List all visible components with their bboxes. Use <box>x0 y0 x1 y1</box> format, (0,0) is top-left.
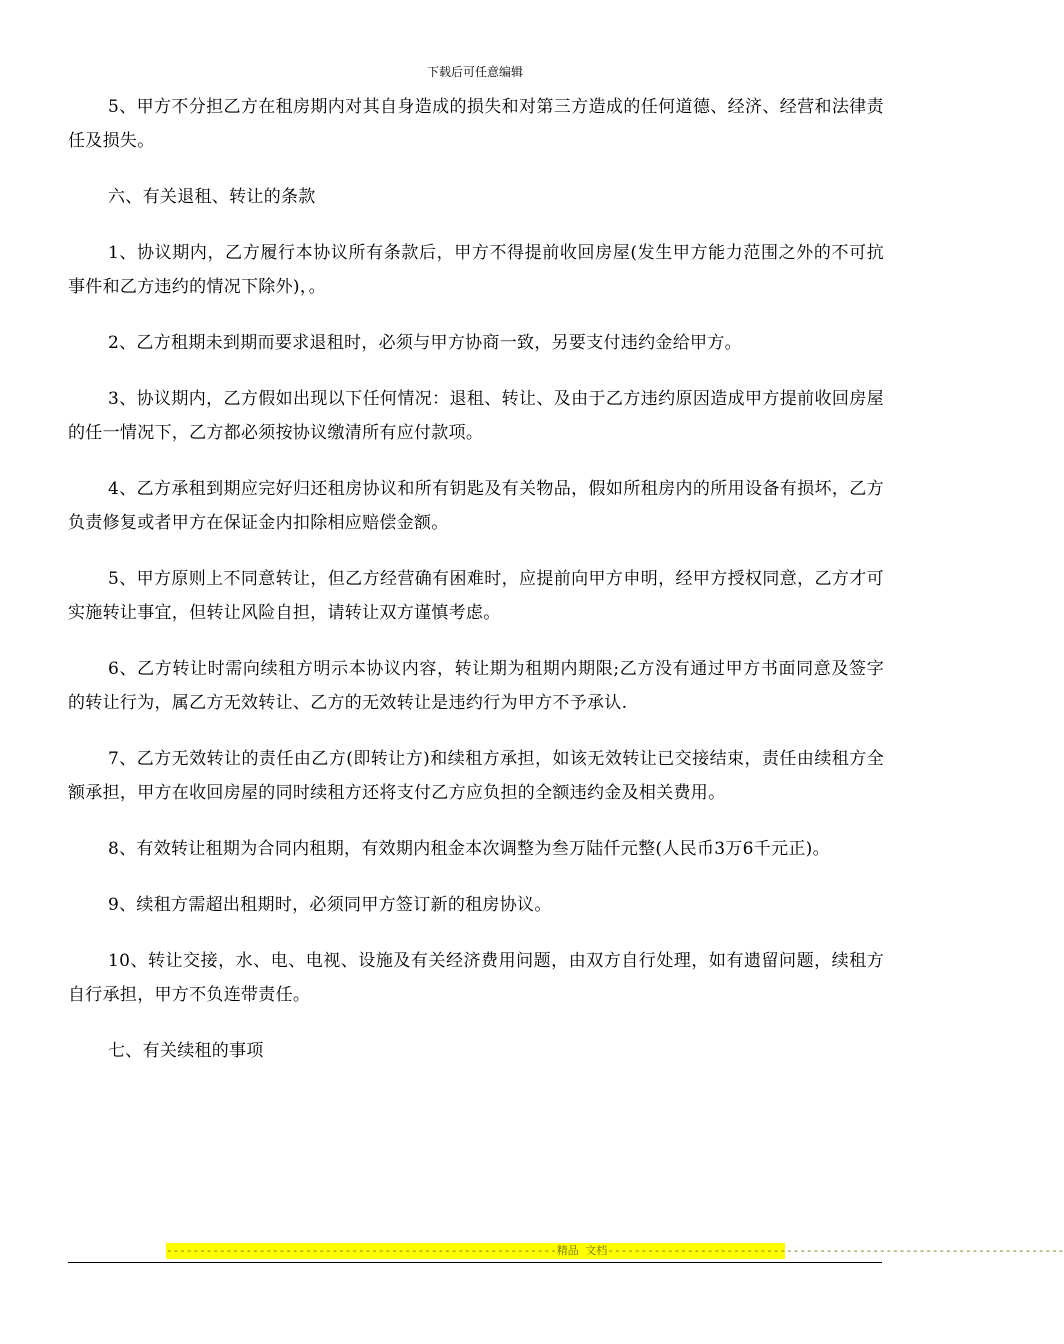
paragraph-clause-6-9: 9、续租方需超出租期时，必须同甲方签订新的租房协议。 <box>108 895 552 915</box>
paragraph-clause-6-10: 10、转让交接，水、电、电视、设施及有关经济费用问题，由双方自行处理，如有遗留问题，续租方自行承担，甲方不负连带责任。 <box>68 951 884 1005</box>
footer-banner: -----------------------------------------------------------精品 文档--------------------------------------------------------------------- <box>166 1244 1064 1257</box>
paragraph-clause-6-5: 5、甲方原则上不同意转让，但乙方经营确有困难时，应提前向甲方申明，经甲方授权同意，乙方才可实施转让事宜，但转让风险自担，请转让双方谨慎考虑。 <box>68 569 884 623</box>
footer-divider <box>68 1262 882 1263</box>
section-heading-6: 六、有关退租、转让的条款 <box>108 187 316 207</box>
paragraph-clause-5-liability: 5、甲方不分担乙方在租房期内对其自身造成的损失和对第三方造成的任何道德、经济、经营和法律责任及损失。 <box>68 97 884 151</box>
paragraph-clause-6-6: 6、乙方转让时需向续租方明示本协议内容，转让期为租期内期限;乙方没有通过甲方书面同意及签字的转让行为，属乙方无效转让、乙方的无效转让是违约行为甲方不予承认. <box>68 659 884 713</box>
paragraph-clause-6-1: 1、协议期内，乙方履行本协议所有条款后，甲方不得提前收回房屋(发生甲方能力范围之外的不可抗事件和乙方违约的情况下除外)，。 <box>68 243 884 297</box>
page-header-note: 下载后可任意编辑 <box>426 65 523 79</box>
section-heading-7: 七、有关续租的事项 <box>108 1041 264 1061</box>
paragraph-clause-6-4: 4、乙方承租到期应完好归还租房协议和所有钥匙及有关物品，假如所租房内的所用设备有损坏，乙方负责修复或者甲方在保证金内扣除相应赔偿金额。 <box>68 479 884 533</box>
document-body <box>68 90 884 1068</box>
paragraph-clause-6-2: 2、乙方租期未到期而要求退租时，必须与甲方协商一致，另要支付违约金给甲方。 <box>108 333 742 353</box>
paragraph-clause-6-7: 7、乙方无效转让的责任由乙方(即转让方)和续租方承担，如该无效转让已交接结束，责任由续租方全额承担，甲方在收回房屋的同时续租方还将支付乙方应负担的全额违约金及相关费用。 <box>68 749 884 803</box>
paragraph-clause-6-3: 3、协议期内，乙方假如出现以下任何情况：退租、转让、及由于乙方违约原因造成甲方提前收回房屋的任一情况下，乙方都必须按协议缴清所有应付款项。 <box>68 389 884 443</box>
paragraph-clause-6-8: 8、有效转让租期为合同内租期，有效期内租金本次调整为叁万陆仟元整(人民币3万6千元正)。 <box>108 839 830 859</box>
